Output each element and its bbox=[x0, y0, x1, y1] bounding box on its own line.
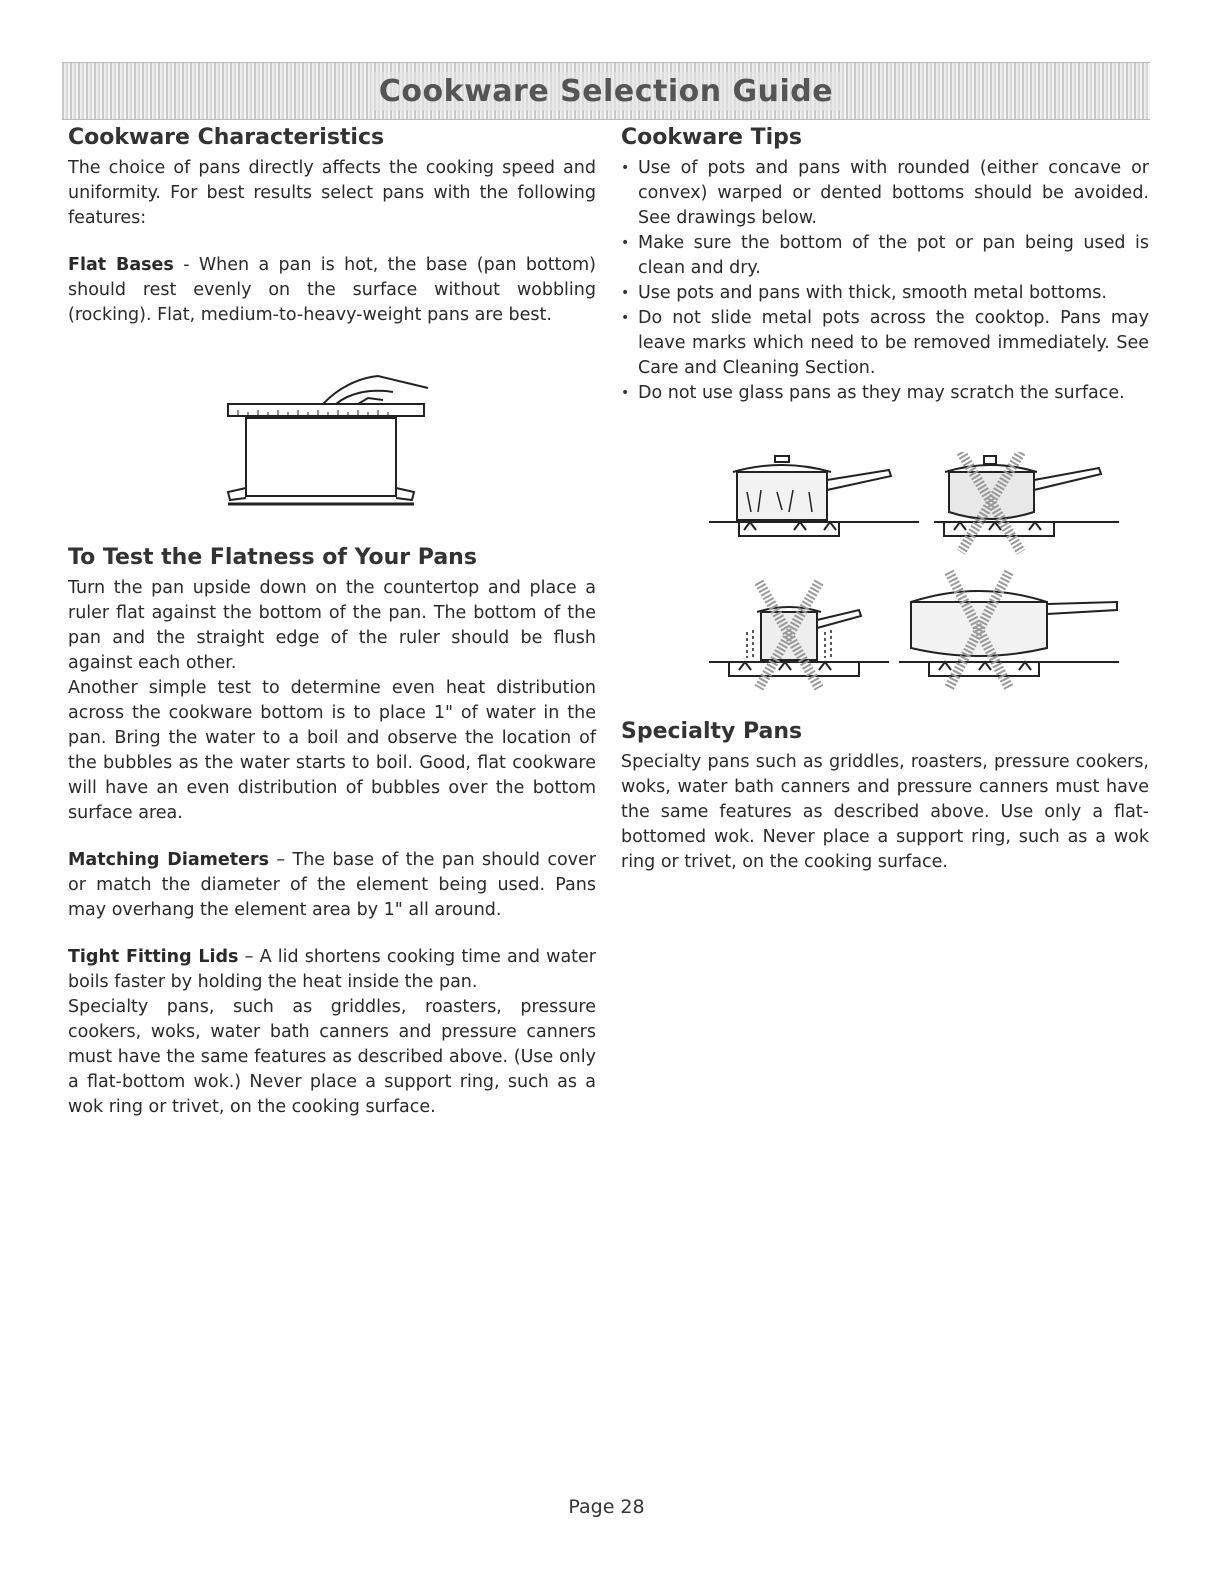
bullet-icon: • bbox=[621, 310, 630, 326]
left-column bbox=[68, 124, 596, 1120]
bullet-icon: • bbox=[621, 235, 630, 251]
tips-list bbox=[621, 156, 1149, 406]
specialty-paragraph: Specialty pans such as griddles, roasters, pressure cookers, woks, water bath canners and pressure canners must have the same features as described above. Use only a flat-bottomed wok. Never place a support ring, such as a wok ring or trivet, on the cooking surface. bbox=[621, 752, 1149, 872]
tight-lids-paragraph bbox=[68, 945, 596, 995]
tight-lids-text: – A lid shortens cooking time and water boils faster by holding the heat inside the pan. bbox=[68, 947, 597, 992]
tips-heading: Cookware Tips bbox=[621, 125, 802, 150]
bullet-icon: • bbox=[621, 385, 630, 401]
page-number: Page 28 bbox=[568, 1496, 645, 1518]
list-item: • Do not use glass pans as they may scratch the surface. bbox=[621, 381, 1149, 406]
right-column bbox=[621, 124, 1149, 875]
list-item: • Make sure the bottom of the pot or pan being used is clean and dry. bbox=[621, 233, 1149, 278]
pan-comparison-illustration bbox=[699, 452, 1119, 692]
section-banner bbox=[62, 62, 1150, 120]
flat-bases-text: - When a pan is hot, the base (pan bottom) should rest evenly on the surface without wobbling (rocking). Flat, medium-to-heavy-weight pans are best. bbox=[68, 255, 596, 325]
specialty-heading: Specialty Pans bbox=[621, 719, 803, 744]
characteristics-intro: The choice of pans directly affects the cooking speed and uniformity. For best results select pans with the following features: bbox=[68, 158, 596, 228]
list-item: • Use pots and pans with thick, smooth metal bottoms. bbox=[621, 281, 1149, 306]
matching-diameters-paragraph bbox=[68, 848, 596, 923]
flat-pan-ruler-illustration bbox=[218, 358, 438, 508]
list-item: • Do not slide metal pots across the cooktop. Pans may leave marks which need to be removed immediately. See Care and Cleaning Section. bbox=[621, 308, 1149, 378]
bullet-icon: • bbox=[621, 285, 630, 301]
flatness-heading: To Test the Flatness of Your Pans bbox=[68, 545, 477, 570]
flat-bases-paragraph bbox=[68, 253, 596, 328]
flat-bases-term: Flat Bases bbox=[68, 255, 174, 275]
characteristics-heading: Cookware Characteristics bbox=[68, 125, 385, 150]
specialty-left-paragraph: Specialty pans, such as griddles, roasters, pressure cookers, woks, water bath canners and pressure canners must have the same features as described above. (Use only a flat-bottom wok.) Never place a support ring, such as a wok ring or trivet, on the cooking surface. bbox=[68, 997, 596, 1117]
bullet-icon: • bbox=[621, 160, 630, 176]
list-item: • Use of pots and pans with rounded (either concave or convex) warped or dented bottoms should be avoided. See drawings below. bbox=[621, 158, 1149, 228]
flatness-paragraph-2: Another simple test to determine even heat distribution across the cookware bottom is to place 1" of water in the pan. Bring the water to a boil and observe the location of the bubbles as the water starts to boil. Good, flat cookware will have an even distribution of bubbles over the bottom surface area. bbox=[68, 678, 596, 823]
page-title: Cookware Selection Guide bbox=[371, 72, 841, 111]
flatness-paragraph-1: Turn the pan upside down on the countertop and place a ruler flat against the bottom of the pan. The bottom of the pan and the straight edge of the ruler should be flush against each other. bbox=[68, 578, 596, 673]
matching-diameters-text: – The base of the pan should cover or match the diameter of the element being used. Pans may overhang the element area by 1" all around. bbox=[68, 850, 596, 920]
tight-lids-term: Tight Fitting Lids bbox=[68, 947, 239, 967]
matching-diameters-term: Matching Diameters bbox=[68, 850, 270, 870]
